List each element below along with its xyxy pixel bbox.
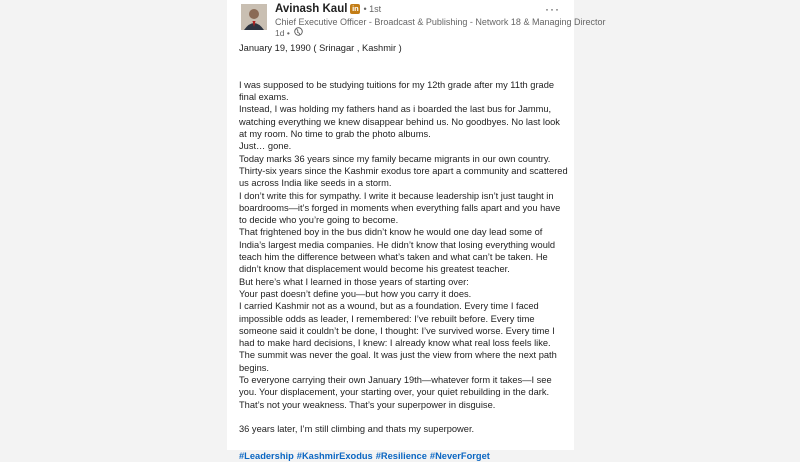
post-paragraph: To everyone carrying their own January 19th—whatever form it takes—I see you. Your displacement, your starting over, your quiet rebuilding in the dark. That’s not your weakness. That’s your superpower in disguise. [239, 375, 552, 410]
post-paragraph: Just… gone. [239, 141, 292, 152]
post-header [227, 0, 606, 40]
paragraph-spacer [239, 436, 569, 448]
paragraph-spacer [239, 54, 569, 66]
author-name[interactable]: Avinash Kaul [275, 3, 348, 15]
paragraph-spacer [239, 411, 569, 423]
post-paragraph: Instead, I was holding my fathers hand as i boarded the last bus for Jammu, watching everything we knew disappear behind us. No goodbyes. No last look at my room. No time to grab the photo albums. [239, 104, 560, 140]
post-paragraph: The summit was never the goal. It was just the view from where the next path begins. [239, 350, 557, 373]
post-paragraph: Thirty-six years since the Kashmir exodus tore apart a community and scattered us across India like seeds in a storm. [239, 165, 568, 189]
hashtag-link[interactable]: #NeverForget [429, 450, 490, 461]
post-paragraph: 36 years later, I’m still climbing and thats my superpower. [239, 424, 475, 435]
avatar[interactable] [241, 4, 267, 30]
post-paragraph: I don’t write this for sympathy. I write it because leadership isn’t just taught in boardrooms—it’s forged in moments when everything falls apart and you have to decide who you’re going to become. [239, 190, 561, 226]
post-paragraph: I carried Kashmir not as a wound, but as a foundation. Every time I faced impossible odds as leader, I remembered: I’ve rebuilt before. Every time someone said it couldn’t be done, I thought: I’ve survived worse. Every time I had to make hard decisions, I knew: I already know what real loss feels like. [239, 301, 555, 349]
hashtag-link[interactable]: #Leadership [239, 450, 294, 461]
post-paragraph: But here’s what I learned in those years of starting over: [239, 276, 469, 287]
hashtag-row [239, 450, 569, 462]
post-card [227, 0, 606, 461]
post-paragraph: Your past doesn’t define you—but how you carry it does. [239, 288, 472, 299]
paragraph-spacer [239, 67, 569, 79]
connection-degree: • 1st [363, 4, 382, 14]
post-paragraph: I was supposed to be studying tuitions for my 12th grade after my 11th grade final exams. [239, 79, 555, 103]
globe-icon [294, 27, 303, 38]
timestamp: 1d • [275, 27, 290, 38]
post-paragraph: January 19, 1990 ( Srinagar , Kashmir ) [239, 43, 402, 53]
hashtag-link[interactable]: #KashmirExodus [296, 450, 373, 461]
author-row [275, 3, 381, 15]
more-options-button[interactable]: ··· [545, 2, 560, 16]
linkedin-badge-icon: in [352, 4, 359, 13]
post-body [239, 42, 569, 462]
author-title: Chief Executive Officer - Broadcast & Publishing - Network 18 & Managing Director [275, 17, 606, 27]
post-meta [275, 27, 303, 38]
post-paragraph: That frightened boy in the bus didn’t know he would one day lead some of India’s largest media companies. He didn’t know that losing everything would teach him the difference between what’s taken and what can’t be taken. He didn’t know that displacement would become his greatest teacher. [239, 227, 556, 275]
hashtag-link[interactable]: #Resilience [375, 450, 427, 461]
post-paragraph: Today marks 36 years since my family became migrants in our own country. [239, 153, 551, 164]
